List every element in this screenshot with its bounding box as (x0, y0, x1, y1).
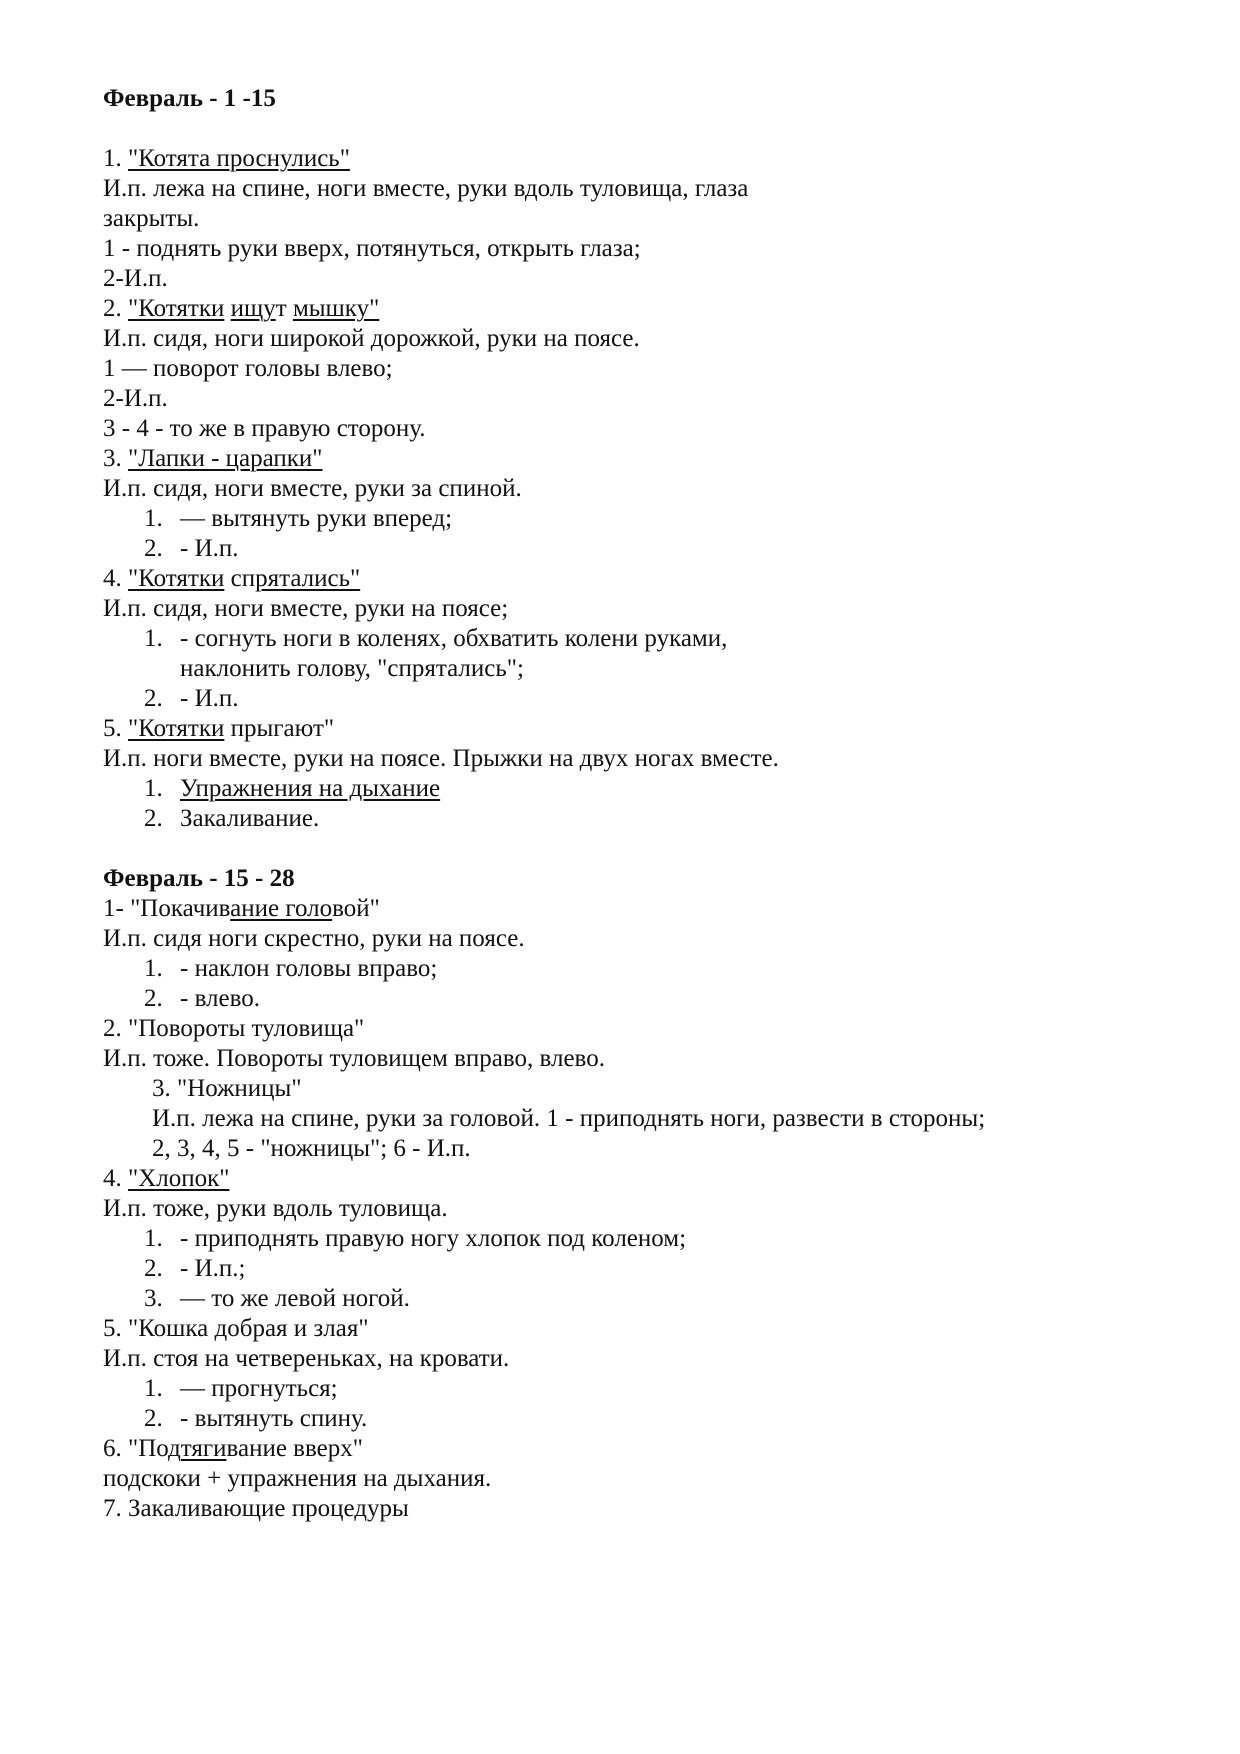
exercise-title: 4. "Хлопок" (103, 1165, 230, 1192)
exercise-step: 1 - поднять руки вверх, потянуться, открыть глаза; (103, 235, 641, 262)
exercise-description: И.п. лежа на спине, руки за головой. 1 - приподнять ноги, развести в стороны; (152, 1105, 986, 1132)
exercise-description: И.п. сидя, ноги вместе, руки за спиной. (103, 475, 522, 502)
exercise-description: И.п. ноги вместе, руки на поясе. Прыжки на двух ногах вместе. (103, 745, 779, 772)
list-item: 1. - приподнять правую ногу хлопок под коленом; (144, 1225, 687, 1252)
exercise-title: 1. "Котята проснулись" (103, 145, 350, 172)
exercise-title: 3. "Лапки - царапки" (103, 445, 323, 472)
exercise-description: И.п. тоже, руки вдоль туловища. (103, 1195, 448, 1222)
exercise-title: 2. "Котятки ищут мышку" (103, 295, 380, 322)
exercise-description: И.п. стоя на четвереньках, на кровати. (103, 1345, 510, 1372)
exercise-step: 3 - 4 - то же в правую сторону. (103, 415, 426, 442)
list-item: 2. - И.п.; (144, 1255, 246, 1282)
list-item: 3. — то же левой ногой. (144, 1285, 410, 1312)
list-item: 2. - И.п. (144, 685, 239, 712)
exercise-description: И.п. лежа на спине, ноги вместе, руки вдоль туловища, глаза (103, 175, 749, 202)
exercise-description: подскоки + упражнения на дыхания. (103, 1465, 492, 1492)
exercise-title: 1- "Покачивание головой" (103, 895, 380, 922)
list-item: 2. Закаливание. (144, 805, 320, 832)
exercise-description: И.п. тоже. Повороты туловищем вправо, влево. (103, 1045, 605, 1072)
list-item: 1. - наклон головы вправо; (144, 955, 438, 982)
exercise-step: 2-И.п. (103, 385, 168, 412)
exercise-step: 1 — поворот головы влево; (103, 355, 393, 382)
list-item: 2. - вытянуть спину. (144, 1405, 368, 1432)
list-item: 2. - влево. (144, 985, 261, 1012)
list-item: 1. — вытянуть руки вперед; (144, 505, 453, 532)
exercise-title: 5. "Кошка добрая и злая" (103, 1315, 369, 1342)
exercise-description: закрыты. (103, 205, 200, 232)
exercise-title: 5. "Котятки прыгают" (103, 715, 335, 742)
exercise-title: 3. "Ножницы" (152, 1075, 302, 1102)
exercise-title: 4. "Котятки спрятались" (103, 565, 361, 592)
exercise-step: 2-И.п. (103, 265, 168, 292)
section-heading: Февраль - 15 - 28 (103, 865, 295, 892)
exercise-title: 2. "Повороты туловища" (103, 1015, 365, 1042)
exercise-description: И.п. сидя ноги скрестно, руки на поясе. (103, 925, 525, 952)
list-item: 1. - согнуть ноги в коленях, обхватить колени руками, (144, 625, 728, 652)
exercise-description: И.п. сидя, ноги вместе, руки на поясе; (103, 595, 509, 622)
list-item: 1. Упражнения на дыхание (144, 775, 441, 802)
section-heading: Февраль - 1 -15 (103, 85, 276, 112)
exercise-title: 7. Закаливающие процедуры (103, 1495, 409, 1522)
exercise-title: 6. "Подтягивание вверх" (103, 1435, 363, 1462)
list-item: 1. — прогнуться; (144, 1375, 338, 1402)
list-item-continuation: наклонить голову, "спрятались"; (180, 655, 524, 682)
list-item: 2. - И.п. (144, 535, 239, 562)
exercise-description: И.п. сидя, ноги широкой дорожкой, руки на поясе. (103, 325, 640, 352)
exercise-description: 2, 3, 4, 5 - "ножницы"; 6 - И.п. (152, 1135, 471, 1162)
